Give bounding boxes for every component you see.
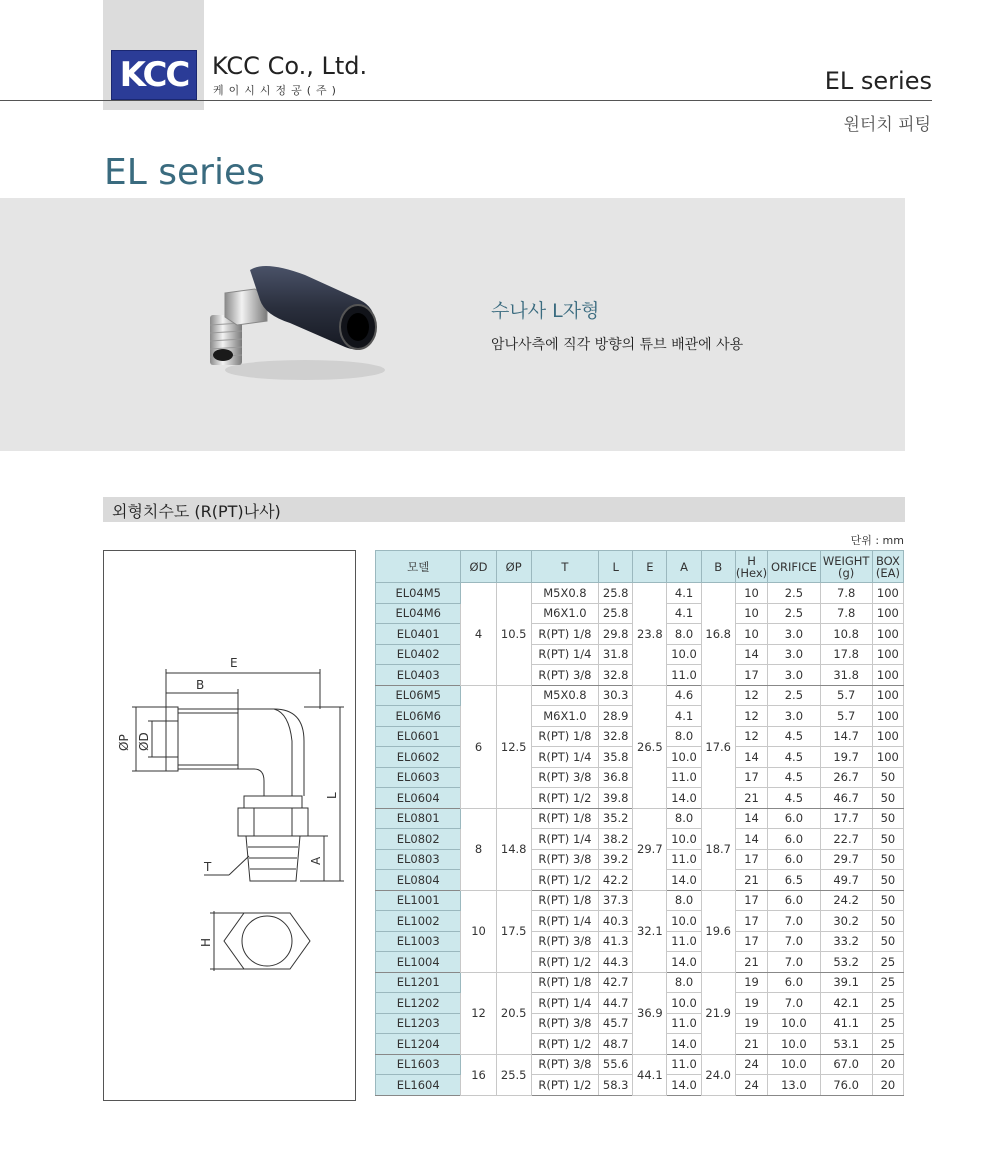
cell-box: 50 bbox=[872, 788, 903, 809]
label-E: E bbox=[230, 656, 238, 670]
cell-orifice: 6.0 bbox=[768, 890, 820, 911]
cell-l: 40.3 bbox=[599, 911, 633, 932]
cell-h: 19 bbox=[735, 993, 767, 1014]
cell-t: R(PT) 1/8 bbox=[531, 890, 598, 911]
cell-model: EL1004 bbox=[376, 952, 461, 973]
cell-h: 12 bbox=[735, 685, 767, 706]
cell-h: 17 bbox=[735, 931, 767, 952]
cell-od: 4 bbox=[461, 583, 496, 686]
cell-op: 17.5 bbox=[496, 890, 531, 972]
cell-orifice: 6.0 bbox=[768, 808, 820, 829]
cell-l: 25.8 bbox=[599, 603, 633, 624]
cell-h: 14 bbox=[735, 808, 767, 829]
cell-h: 21 bbox=[735, 788, 767, 809]
cell-t: R(PT) 1/2 bbox=[531, 1034, 598, 1055]
cell-l: 35.8 bbox=[599, 747, 633, 768]
header-h: H (Hex) bbox=[735, 551, 767, 583]
cell-model: EL06M6 bbox=[376, 706, 461, 727]
cell-weight: 33.2 bbox=[820, 931, 872, 952]
cell-l: 29.8 bbox=[599, 624, 633, 645]
cell-l: 42.7 bbox=[599, 972, 633, 993]
cell-a: 4.1 bbox=[667, 706, 701, 727]
company-name-korean: 케이시시정공(주) bbox=[213, 84, 341, 97]
cell-t: R(PT) 1/2 bbox=[531, 870, 598, 891]
cell-box: 100 bbox=[872, 747, 903, 768]
label-OD: ØD bbox=[137, 732, 151, 751]
header-b: B bbox=[701, 551, 735, 583]
cell-t: R(PT) 1/4 bbox=[531, 993, 598, 1014]
cell-e: 36.9 bbox=[633, 972, 667, 1054]
cell-model: EL0402 bbox=[376, 644, 461, 665]
cell-orifice: 13.0 bbox=[768, 1075, 820, 1096]
table-row bbox=[376, 972, 904, 993]
table-body bbox=[376, 583, 904, 1096]
cell-l: 39.2 bbox=[599, 849, 633, 870]
cell-orifice: 4.5 bbox=[768, 767, 820, 788]
cell-b: 17.6 bbox=[701, 685, 735, 808]
cell-h: 17 bbox=[735, 890, 767, 911]
cell-a: 8.0 bbox=[667, 726, 701, 747]
cell-t: R(PT) 1/4 bbox=[531, 829, 598, 850]
cell-h: 17 bbox=[735, 911, 767, 932]
cell-model: EL1003 bbox=[376, 931, 461, 952]
cell-box: 100 bbox=[872, 603, 903, 624]
cell-model: EL1002 bbox=[376, 911, 461, 932]
cell-model: EL06M5 bbox=[376, 685, 461, 706]
cell-weight: 7.8 bbox=[820, 583, 872, 604]
label-H: H bbox=[199, 937, 213, 947]
cell-weight: 49.7 bbox=[820, 870, 872, 891]
cell-a: 11.0 bbox=[667, 1054, 701, 1075]
cell-orifice: 7.0 bbox=[768, 911, 820, 932]
cell-b: 18.7 bbox=[701, 808, 735, 890]
header-orifice: ORIFICE bbox=[768, 551, 820, 583]
cell-model: EL0802 bbox=[376, 829, 461, 850]
cell-h: 19 bbox=[735, 972, 767, 993]
cell-box: 25 bbox=[872, 972, 903, 993]
cell-t: R(PT) 3/8 bbox=[531, 931, 598, 952]
cell-a: 10.0 bbox=[667, 747, 701, 768]
cell-box: 100 bbox=[872, 624, 903, 645]
cell-h: 14 bbox=[735, 747, 767, 768]
cell-e: 32.1 bbox=[633, 890, 667, 972]
cell-weight: 17.7 bbox=[820, 808, 872, 829]
cell-t: R(PT) 1/2 bbox=[531, 952, 598, 973]
cell-model: EL0604 bbox=[376, 788, 461, 809]
cell-t: R(PT) 3/8 bbox=[531, 1013, 598, 1034]
cell-t: R(PT) 1/8 bbox=[531, 972, 598, 993]
table-header-row bbox=[376, 551, 904, 583]
cell-a: 14.0 bbox=[667, 1034, 701, 1055]
cell-orifice: 10.0 bbox=[768, 1013, 820, 1034]
cell-weight: 53.1 bbox=[820, 1034, 872, 1055]
header-divider bbox=[0, 100, 932, 101]
cell-h: 10 bbox=[735, 583, 767, 604]
cell-orifice: 7.0 bbox=[768, 993, 820, 1014]
cell-l: 48.7 bbox=[599, 1034, 633, 1055]
cell-weight: 19.7 bbox=[820, 747, 872, 768]
cell-h: 21 bbox=[735, 1034, 767, 1055]
cell-box: 25 bbox=[872, 993, 903, 1014]
cell-box: 50 bbox=[872, 808, 903, 829]
cell-h: 10 bbox=[735, 624, 767, 645]
cell-weight: 39.1 bbox=[820, 972, 872, 993]
cell-t: R(PT) 3/8 bbox=[531, 767, 598, 788]
unit-note: 단위 : mm bbox=[850, 534, 904, 547]
cell-weight: 10.8 bbox=[820, 624, 872, 645]
cell-l: 55.6 bbox=[599, 1054, 633, 1075]
cell-weight: 30.2 bbox=[820, 911, 872, 932]
cell-model: EL0601 bbox=[376, 726, 461, 747]
cell-box: 100 bbox=[872, 665, 903, 686]
cell-box: 20 bbox=[872, 1054, 903, 1075]
cell-t: R(PT) 1/4 bbox=[531, 747, 598, 768]
cell-b: 19.6 bbox=[701, 890, 735, 972]
cell-od: 10 bbox=[461, 890, 496, 972]
cell-a: 14.0 bbox=[667, 1075, 701, 1096]
cell-e: 44.1 bbox=[633, 1054, 667, 1095]
cell-model: EL0401 bbox=[376, 624, 461, 645]
label-B: B bbox=[196, 678, 205, 692]
page-title: EL series bbox=[104, 152, 265, 193]
cell-weight: 7.8 bbox=[820, 603, 872, 624]
cell-orifice: 3.0 bbox=[768, 706, 820, 727]
cell-a: 14.0 bbox=[667, 788, 701, 809]
cell-box: 100 bbox=[872, 685, 903, 706]
cell-h: 12 bbox=[735, 706, 767, 727]
cell-l: 44.7 bbox=[599, 993, 633, 1014]
cell-e: 23.8 bbox=[633, 583, 667, 686]
cell-box: 50 bbox=[872, 931, 903, 952]
company-logo bbox=[111, 50, 197, 100]
cell-a: 4.1 bbox=[667, 583, 701, 604]
cell-orifice: 2.5 bbox=[768, 603, 820, 624]
cell-a: 11.0 bbox=[667, 767, 701, 788]
cell-b: 16.8 bbox=[701, 583, 735, 686]
cell-e: 26.5 bbox=[633, 685, 667, 808]
cell-h: 17 bbox=[735, 849, 767, 870]
header-t: T bbox=[531, 551, 598, 583]
cell-weight: 76.0 bbox=[820, 1075, 872, 1096]
label-T: T bbox=[204, 860, 212, 874]
cell-t: R(PT) 1/8 bbox=[531, 726, 598, 747]
cell-box: 50 bbox=[872, 829, 903, 850]
cell-a: 11.0 bbox=[667, 665, 701, 686]
cell-h: 14 bbox=[735, 829, 767, 850]
cell-weight: 42.1 bbox=[820, 993, 872, 1014]
cell-l: 44.3 bbox=[599, 952, 633, 973]
section-title: 외형치수도 (R(PT)나사) bbox=[112, 502, 281, 521]
cell-orifice: 10.0 bbox=[768, 1034, 820, 1055]
label-A: A bbox=[309, 856, 323, 865]
cell-orifice: 6.0 bbox=[768, 849, 820, 870]
cell-l: 32.8 bbox=[599, 665, 633, 686]
cell-l: 41.3 bbox=[599, 931, 633, 952]
header-od: ØD bbox=[461, 551, 496, 583]
cell-model: EL0803 bbox=[376, 849, 461, 870]
cell-box: 100 bbox=[872, 706, 903, 727]
cell-model: EL1604 bbox=[376, 1075, 461, 1096]
cell-weight: 5.7 bbox=[820, 685, 872, 706]
cell-h: 21 bbox=[735, 870, 767, 891]
cell-model: EL1203 bbox=[376, 1013, 461, 1034]
cell-model: EL1202 bbox=[376, 993, 461, 1014]
cell-od: 16 bbox=[461, 1054, 496, 1095]
cell-orifice: 10.0 bbox=[768, 1054, 820, 1075]
cell-orifice: 2.5 bbox=[768, 583, 820, 604]
cell-box: 50 bbox=[872, 870, 903, 891]
cell-box: 100 bbox=[872, 644, 903, 665]
cell-h: 17 bbox=[735, 665, 767, 686]
cell-l: 32.8 bbox=[599, 726, 633, 747]
logo-text: KCC bbox=[119, 55, 189, 95]
cell-weight: 46.7 bbox=[820, 788, 872, 809]
cell-box: 50 bbox=[872, 890, 903, 911]
header-e: E bbox=[633, 551, 667, 583]
cell-t: R(PT) 1/4 bbox=[531, 911, 598, 932]
cell-orifice: 3.0 bbox=[768, 624, 820, 645]
cell-op: 14.8 bbox=[496, 808, 531, 890]
cell-orifice: 4.5 bbox=[768, 788, 820, 809]
series-label: EL series bbox=[824, 67, 932, 95]
cell-h: 19 bbox=[735, 1013, 767, 1034]
cell-l: 45.7 bbox=[599, 1013, 633, 1034]
cell-t: R(PT) 1/2 bbox=[531, 1075, 598, 1096]
cell-l: 30.3 bbox=[599, 685, 633, 706]
cell-orifice: 2.5 bbox=[768, 685, 820, 706]
cell-op: 12.5 bbox=[496, 685, 531, 808]
label-OP: ØP bbox=[117, 734, 131, 751]
cell-op: 10.5 bbox=[496, 583, 531, 686]
header-a: A bbox=[667, 551, 701, 583]
spec-table bbox=[375, 550, 904, 1096]
cell-a: 11.0 bbox=[667, 1013, 701, 1034]
cell-op: 25.5 bbox=[496, 1054, 531, 1095]
cell-h: 24 bbox=[735, 1054, 767, 1075]
cell-h: 21 bbox=[735, 952, 767, 973]
table-row bbox=[376, 1054, 904, 1075]
cell-orifice: 3.0 bbox=[768, 644, 820, 665]
label-L: L bbox=[325, 792, 339, 799]
cell-model: EL1001 bbox=[376, 890, 461, 911]
cell-orifice: 6.0 bbox=[768, 972, 820, 993]
cell-weight: 22.7 bbox=[820, 829, 872, 850]
cell-weight: 29.7 bbox=[820, 849, 872, 870]
cell-weight: 14.7 bbox=[820, 726, 872, 747]
cell-box: 50 bbox=[872, 767, 903, 788]
cell-l: 35.2 bbox=[599, 808, 633, 829]
cell-h: 24 bbox=[735, 1075, 767, 1096]
cell-weight: 41.1 bbox=[820, 1013, 872, 1034]
cell-weight: 26.7 bbox=[820, 767, 872, 788]
cell-model: EL0603 bbox=[376, 767, 461, 788]
cell-t: R(PT) 1/2 bbox=[531, 788, 598, 809]
cell-h: 17 bbox=[735, 767, 767, 788]
cell-h: 10 bbox=[735, 603, 767, 624]
table-row bbox=[376, 808, 904, 829]
cell-a: 10.0 bbox=[667, 829, 701, 850]
cell-model: EL1204 bbox=[376, 1034, 461, 1055]
cell-orifice: 7.0 bbox=[768, 931, 820, 952]
cell-box: 20 bbox=[872, 1075, 903, 1096]
cell-a: 8.0 bbox=[667, 624, 701, 645]
cell-h: 12 bbox=[735, 726, 767, 747]
cell-t: M5X0.8 bbox=[531, 685, 598, 706]
table-row bbox=[376, 583, 904, 604]
cell-model: EL0403 bbox=[376, 665, 461, 686]
header-op: ØP bbox=[496, 551, 531, 583]
cell-l: 37.3 bbox=[599, 890, 633, 911]
cell-weight: 5.7 bbox=[820, 706, 872, 727]
cell-l: 58.3 bbox=[599, 1075, 633, 1096]
cell-box: 25 bbox=[872, 1034, 903, 1055]
cell-model: EL0801 bbox=[376, 808, 461, 829]
cell-a: 10.0 bbox=[667, 911, 701, 932]
cell-l: 38.2 bbox=[599, 829, 633, 850]
cell-orifice: 4.5 bbox=[768, 747, 820, 768]
cell-model: EL04M5 bbox=[376, 583, 461, 604]
cell-model: EL1603 bbox=[376, 1054, 461, 1075]
cell-l: 39.8 bbox=[599, 788, 633, 809]
header-l: L bbox=[599, 551, 633, 583]
cell-t: M5X0.8 bbox=[531, 583, 598, 604]
cell-model: EL04M6 bbox=[376, 603, 461, 624]
cell-orifice: 4.5 bbox=[768, 726, 820, 747]
cell-orifice: 6.0 bbox=[768, 829, 820, 850]
table-row bbox=[376, 890, 904, 911]
cell-b: 24.0 bbox=[701, 1054, 735, 1095]
cell-e: 29.7 bbox=[633, 808, 667, 890]
cell-a: 10.0 bbox=[667, 644, 701, 665]
cell-orifice: 7.0 bbox=[768, 952, 820, 973]
cell-a: 8.0 bbox=[667, 808, 701, 829]
cell-l: 36.8 bbox=[599, 767, 633, 788]
cell-orifice: 6.5 bbox=[768, 870, 820, 891]
header-box: BOX (EA) bbox=[872, 551, 903, 583]
table-row bbox=[376, 685, 904, 706]
cell-t: R(PT) 1/8 bbox=[531, 624, 598, 645]
cell-a: 4.6 bbox=[667, 685, 701, 706]
cell-weight: 24.2 bbox=[820, 890, 872, 911]
dimension-drawing bbox=[104, 551, 355, 1100]
cell-a: 11.0 bbox=[667, 849, 701, 870]
header-model: 모델 bbox=[376, 551, 461, 583]
cell-a: 10.0 bbox=[667, 993, 701, 1014]
cell-box: 100 bbox=[872, 583, 903, 604]
cell-t: R(PT) 1/8 bbox=[531, 808, 598, 829]
cell-box: 100 bbox=[872, 726, 903, 747]
cell-t: M6X1.0 bbox=[531, 706, 598, 727]
cell-od: 8 bbox=[461, 808, 496, 890]
cell-a: 14.0 bbox=[667, 870, 701, 891]
cell-t: R(PT) 3/8 bbox=[531, 665, 598, 686]
cell-l: 31.8 bbox=[599, 644, 633, 665]
cell-a: 14.0 bbox=[667, 952, 701, 973]
cell-a: 4.1 bbox=[667, 603, 701, 624]
cell-box: 25 bbox=[872, 952, 903, 973]
cell-od: 12 bbox=[461, 972, 496, 1054]
cell-l: 42.2 bbox=[599, 870, 633, 891]
cell-t: R(PT) 1/4 bbox=[531, 644, 598, 665]
feature-description: 암나사측에 직각 방향의 튜브 배관에 사용 bbox=[491, 337, 744, 353]
cell-op: 20.5 bbox=[496, 972, 531, 1054]
header-weight: WEIGHT (g) bbox=[820, 551, 872, 583]
cell-t: R(PT) 3/8 bbox=[531, 1054, 598, 1075]
cell-box: 50 bbox=[872, 911, 903, 932]
cell-a: 11.0 bbox=[667, 931, 701, 952]
cell-t: M6X1.0 bbox=[531, 603, 598, 624]
cell-t: R(PT) 3/8 bbox=[531, 849, 598, 870]
cell-weight: 67.0 bbox=[820, 1054, 872, 1075]
company-name: KCC Co., Ltd. bbox=[212, 52, 368, 80]
cell-od: 6 bbox=[461, 685, 496, 808]
cell-weight: 31.8 bbox=[820, 665, 872, 686]
series-korean-label: 원터치 피팅 bbox=[843, 115, 931, 135]
cell-model: EL1201 bbox=[376, 972, 461, 993]
cell-weight: 53.2 bbox=[820, 952, 872, 973]
cell-l: 25.8 bbox=[599, 583, 633, 604]
feature-title: 수나사 L자형 bbox=[491, 300, 600, 322]
cell-h: 14 bbox=[735, 644, 767, 665]
feature-panel bbox=[0, 198, 905, 451]
cell-model: EL0804 bbox=[376, 870, 461, 891]
cell-a: 8.0 bbox=[667, 972, 701, 993]
cell-orifice: 3.0 bbox=[768, 665, 820, 686]
cell-a: 8.0 bbox=[667, 890, 701, 911]
dimension-drawing-frame bbox=[103, 550, 356, 1101]
cell-l: 28.9 bbox=[599, 706, 633, 727]
cell-model: EL0602 bbox=[376, 747, 461, 768]
cell-box: 25 bbox=[872, 1013, 903, 1034]
cell-b: 21.9 bbox=[701, 972, 735, 1054]
product-image bbox=[195, 255, 395, 385]
cell-weight: 17.8 bbox=[820, 644, 872, 665]
cell-box: 50 bbox=[872, 849, 903, 870]
